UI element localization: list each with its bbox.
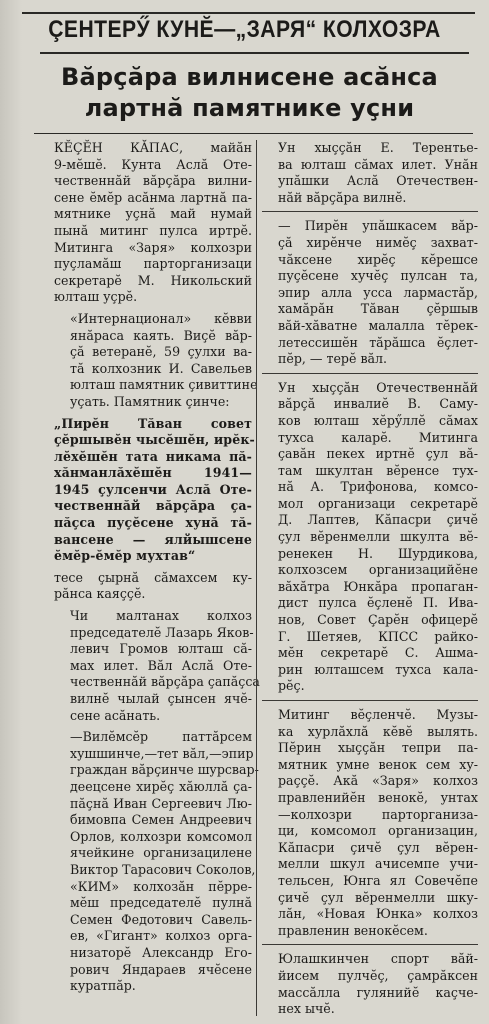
text-line: мол организаци секретарӗ bbox=[278, 495, 478, 511]
text-line: рӗç. bbox=[278, 678, 305, 694]
text-line: çă хирӗнче нимӗç захват- bbox=[278, 234, 478, 250]
text-line: мятник умне венок сем ху- bbox=[278, 756, 478, 772]
text-line: хамăрăн Тăван çӗршыв bbox=[278, 301, 478, 317]
text-line: вăрçă инвалиӗ В. Саму- bbox=[278, 396, 478, 412]
text-line: ва юлташ сăмах илет. Унăн bbox=[278, 156, 478, 172]
text-line: мӗн секретарӗ С. Ашма- bbox=[278, 645, 478, 661]
headline-line-2: лартнă памятнике уçни bbox=[84, 94, 415, 122]
text-line: вилнӗ чылай çынсен ячӗ- bbox=[70, 691, 252, 706]
text-line: пуçламăш парторганизаци bbox=[54, 256, 252, 272]
text-line: Кăпасри çичӗ çул вӗрен- bbox=[278, 839, 478, 855]
monument-inscription bbox=[54, 415, 255, 565]
text-line: вăй-хăватне малалла тӗрек- bbox=[278, 317, 478, 333]
text-line: «КИМ» колхозăн пӗрре- bbox=[70, 878, 252, 894]
rubric-title: ÇЕНТЕРӲ КУНӖ—„ЗАРЯ“ КОЛХОЗРА bbox=[48, 16, 441, 43]
text-line: ячейкине организацилене bbox=[70, 845, 252, 861]
page-edge-shadow bbox=[0, 0, 22, 1024]
paragraph-rule bbox=[262, 373, 478, 374]
text-line: — Пирӗн упăшкасем вăр- bbox=[278, 218, 478, 234]
text-line: çичӗ çул вӗренмелли шку- bbox=[278, 889, 478, 905]
text-line: низаторӗ Александр Его- bbox=[70, 944, 252, 960]
text-line: колхозсем организацийӗне bbox=[278, 562, 478, 578]
paragraph-rule bbox=[262, 700, 478, 701]
text-line: чественнăй вăрçăра çапăçса bbox=[70, 674, 260, 690]
paragraph-rule bbox=[262, 211, 478, 212]
right-column bbox=[262, 140, 478, 1023]
text-line: нех ычӗ. bbox=[278, 1001, 335, 1017]
paragraph bbox=[262, 218, 478, 367]
paragraph bbox=[262, 707, 478, 939]
text-line: Виктор Тарасович Соколов, bbox=[70, 861, 256, 877]
text-line: 9-мӗшӗ. Кунта Аслă Оте- bbox=[54, 156, 252, 172]
text-line: пăçса пуçӗсене хунă тă- bbox=[54, 515, 252, 531]
text-line: секретарӗ М. Никольский bbox=[54, 272, 252, 288]
column-divider bbox=[256, 140, 257, 1016]
text-line: тельсен, Юнга ял Совечӗпе bbox=[278, 872, 478, 888]
left-column bbox=[54, 140, 260, 1000]
paragraph bbox=[54, 570, 252, 603]
text-line: Ун хыççăн Е. Терентье- bbox=[278, 140, 478, 155]
text-line: массăлла гулянийӗ каçче- bbox=[278, 984, 478, 1000]
text-line: пăçнă Иван Сергеевич Лю- bbox=[70, 795, 252, 811]
text-line: мелли шкул ачисемпе учи- bbox=[278, 856, 478, 872]
text-line: летессишӗн тăрăшса ӗçлет- bbox=[278, 334, 478, 350]
text-line: ци, комсомол организацин, bbox=[278, 823, 478, 839]
text-line: дист пулса ӗçленӗ П. Ива- bbox=[278, 595, 478, 611]
text-line: эпир алла усса лармастăр, bbox=[278, 284, 478, 300]
paragraph bbox=[262, 140, 478, 206]
text-line: Юлашкинчен спорт вăй- bbox=[278, 951, 478, 967]
text-line: деецсене хирӗç хăюллă çа- bbox=[70, 778, 252, 794]
text-line: левич Громов юлташ сă- bbox=[70, 641, 252, 657]
text-line: Ун хыççăн Отечественнăй bbox=[278, 379, 478, 395]
text-line: рăнса каяççӗ. bbox=[54, 586, 146, 602]
text-line: лăн, «Новая Юнка» колхоз bbox=[278, 906, 478, 922]
text-line: нов, Совет Çарӗн офицерӗ bbox=[278, 612, 478, 628]
rubric-rule bbox=[40, 52, 469, 54]
text-line: чественнăй вăрçăра вилни- bbox=[54, 173, 252, 189]
text-line: упăшки Аслă Отечествен- bbox=[278, 173, 478, 189]
text-line: çул вӗренмелли шкулта вӗ- bbox=[278, 529, 478, 545]
text-line: рович Яндараев ячӗсене bbox=[70, 961, 252, 977]
text-line: çă ветеранӗ, 59 çулхи ва- bbox=[70, 344, 252, 360]
text-line: куратпăр. bbox=[70, 978, 136, 994]
text-line: юлташ памятник çивиттине bbox=[70, 377, 258, 393]
text-line: раççӗ. Акă «Заря» колхоз bbox=[278, 773, 478, 789]
text-line: нă А. Трифонова, комсо- bbox=[278, 479, 478, 495]
text-line: тесе çырнă сăмахсем ку- bbox=[54, 569, 252, 585]
paragraph bbox=[54, 729, 259, 995]
text-line: мах илет. Вăл Аслă Оте- bbox=[70, 657, 252, 673]
text-line: Митинга «Заря» колхозри bbox=[54, 239, 252, 255]
text-line: хушшинче,—тет вăл,—эпир bbox=[70, 745, 254, 761]
paragraph-rule bbox=[262, 944, 478, 945]
text-line: пынă митинг пулса иртрӗ. bbox=[54, 222, 252, 238]
text-line: лӗхӗшӗн тата никама пă- bbox=[54, 448, 252, 464]
text-line: ков юлташ хӗрӳллӗ сăмах bbox=[278, 412, 478, 428]
text-line: „Пирӗн Тăван совет bbox=[54, 415, 252, 431]
paragraph bbox=[54, 310, 258, 411]
text-line: бимовпа Семен Андреевич bbox=[70, 812, 252, 828]
text-line: граждан вăрçинче шурсвар- bbox=[70, 762, 259, 778]
text-line: Орлов, колхозри комсомол bbox=[70, 828, 252, 844]
text-line: председателӗ Лазарь Яков- bbox=[70, 624, 254, 640]
text-line: юлташ уçрӗ. bbox=[54, 289, 138, 305]
text-line: КӖÇӖН КĂПАС, майăн bbox=[54, 140, 252, 155]
text-line: уçать. Памятник çинче: bbox=[70, 393, 230, 409]
text-line: ка хурлăхлă кӗвӗ вылять. bbox=[278, 723, 478, 739]
text-line: ӗмӗр-ӗмӗр мухтав“ bbox=[54, 548, 196, 564]
text-line: Митинг вӗçленчӗ. Музы- bbox=[278, 707, 478, 722]
text-line: рин юлташсем тухса кала- bbox=[278, 661, 478, 677]
text-line: Д. Лаптев, Кăпасри çичӗ bbox=[278, 512, 478, 528]
text-line: сене асăнать. bbox=[70, 707, 161, 723]
headline-rule bbox=[34, 133, 473, 134]
headline-line-1: Вăрçăра вилнисене асăнса bbox=[61, 63, 438, 91]
text-line: нăй вăрçăра вилнӗ. bbox=[278, 189, 407, 205]
top-rule bbox=[22, 12, 475, 14]
text-line: сене ӗмӗр асăнма лартнă па- bbox=[54, 189, 252, 205]
paragraph bbox=[262, 380, 478, 695]
paragraph bbox=[262, 951, 478, 1017]
text-line: чественнăй вăрçăра çа- bbox=[54, 498, 252, 514]
text-line: чăксене хирӗç кӗрешсе bbox=[278, 251, 478, 267]
text-line: çӗршывӗн чысӗшӗн, ирӗк- bbox=[54, 432, 255, 448]
text-line: ев, «Гигант» колхоз орга- bbox=[70, 928, 252, 944]
text-line: хăнманлăхӗшӗн 1941— bbox=[54, 465, 252, 481]
text-line: йисем пулчӗç, çамрăксен bbox=[278, 967, 478, 983]
text-line: янăраса каять. Виçӗ вăр- bbox=[70, 327, 252, 343]
text-line: пӗр, — терӗ вăл. bbox=[278, 351, 388, 367]
text-line: пуçӗсене хучӗç пулсан та, bbox=[278, 268, 478, 284]
text-line: ренекен Н. Шурдикова, bbox=[278, 545, 478, 561]
text-line: Семен Федотович Савель- bbox=[70, 911, 252, 927]
text-line: —колхозри парторганиза- bbox=[278, 806, 478, 822]
paragraph-dateline bbox=[54, 140, 252, 306]
text-line: Г. Шетяев, КПСС райко- bbox=[278, 628, 478, 644]
text-line: мятнике уçнă май нумай bbox=[54, 206, 252, 222]
text-line: çавăн пекех иртнӗ çул вă- bbox=[278, 446, 478, 462]
text-line: Пӗрин хыççăн тепри па- bbox=[278, 740, 478, 756]
text-line: 1945 çулсенчи Аслă Оте- bbox=[54, 481, 252, 497]
text-line: мӗш председателӗ пулнă bbox=[70, 895, 252, 911]
text-line: там шкултан вӗренсе тух- bbox=[278, 462, 478, 478]
text-line: Чи малтанах колхоз bbox=[70, 608, 252, 624]
text-line: тухса каларӗ. Митинга bbox=[278, 429, 478, 445]
text-line: «Интернационал» кӗвви bbox=[70, 310, 252, 326]
article-headline bbox=[30, 62, 469, 124]
text-line: вансене — ялйышсене bbox=[54, 531, 252, 547]
text-line: —Вилӗмсӗр паттăрсем bbox=[70, 729, 252, 745]
text-line: вăхăтра Юнкăра пропаган- bbox=[278, 578, 478, 594]
text-line: тă колхозник И. Савельев bbox=[70, 360, 252, 376]
text-line: правленин венокӗсем. bbox=[278, 922, 428, 938]
text-line: правленийӗн венокӗ, унтах bbox=[278, 789, 478, 805]
paragraph bbox=[54, 608, 260, 724]
